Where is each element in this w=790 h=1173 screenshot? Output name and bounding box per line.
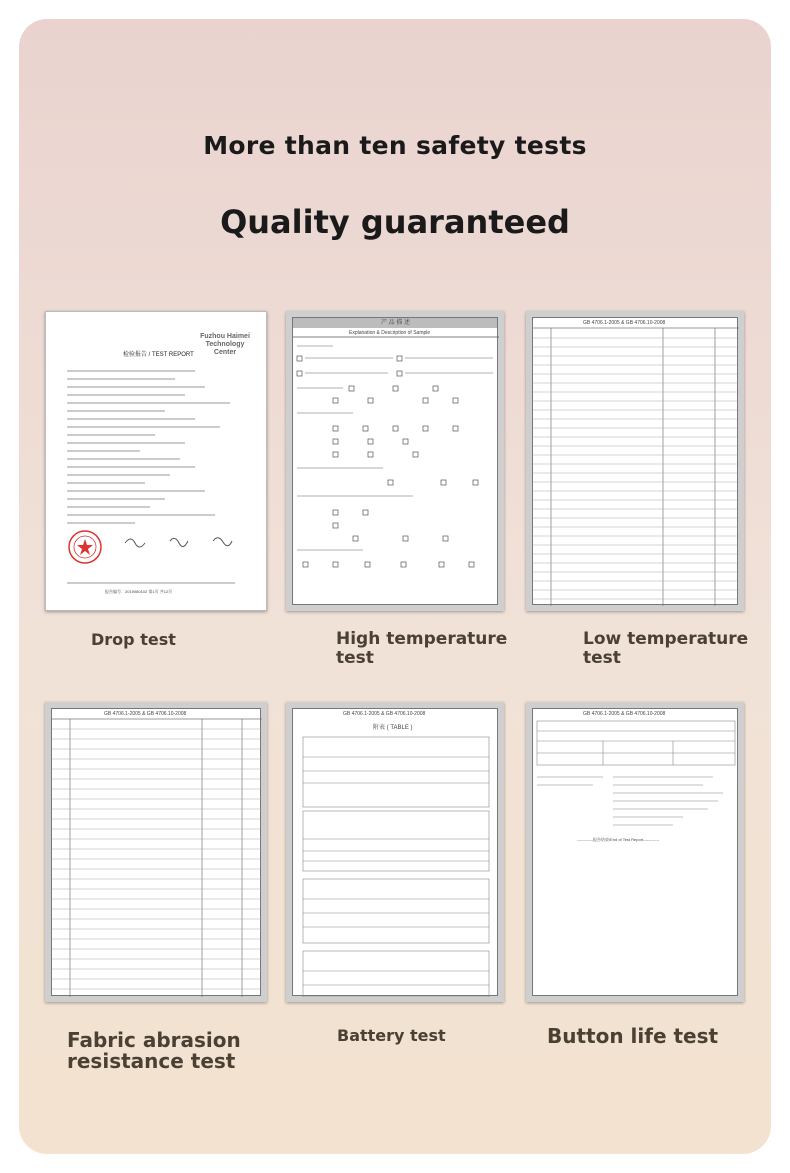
product-description-subtitle: Explanation & Description of Sample xyxy=(349,330,431,336)
gb-standard-title-4: GB 4706.1-2005 & GB 4706.10-2008 xyxy=(583,711,666,717)
label-low-temperature-test: Low temperature test xyxy=(583,629,749,668)
gb-standard-title-3: GB 4706.1-2005 & GB 4706.10-2008 xyxy=(343,711,426,717)
report-body-lines xyxy=(45,311,267,611)
report-footer: 报告编号：2019080102 第1页 共12页 xyxy=(105,589,173,594)
gb-standard-table-image-2 xyxy=(45,702,267,1002)
gb-table-grid-2 xyxy=(52,709,262,997)
label-battery-test: Battery test xyxy=(337,1026,446,1045)
headline-quality-guaranteed: Quality guaranteed xyxy=(220,203,570,241)
gb-standard-title-1: GB 4706.1-2005 & GB 4706.10-2008 xyxy=(583,320,666,326)
product-description-title: 产 品 描 述 xyxy=(381,320,411,326)
gb-standard-title-2: GB 4706.1-2005 & GB 4706.10-2008 xyxy=(104,711,187,717)
battery-test-table-image xyxy=(286,702,504,1002)
gb-standard-table-image-1 xyxy=(526,311,744,611)
product-description-form xyxy=(293,318,499,606)
report-title: 检验报告 / TEST REPORT xyxy=(123,352,194,358)
appendix-table-title: 附表 ( TABLE ) xyxy=(373,725,413,731)
headline-safety-tests: More than ten safety tests xyxy=(203,131,587,160)
button-table-grid xyxy=(533,709,739,997)
button-life-test-image xyxy=(526,702,744,1002)
battery-table-grid xyxy=(293,709,499,997)
gb-table-grid-1 xyxy=(533,318,739,606)
test-report-cover-image xyxy=(45,311,267,611)
end-of-report-text: ------------报告结束/End of Test Report------------ xyxy=(577,837,660,842)
label-fabric-abrasion-test: Fabric abrasion resistance test xyxy=(67,1028,241,1073)
label-high-temperature-test: High temperature test xyxy=(336,629,508,668)
label-button-life-test: Button life test xyxy=(547,1024,719,1048)
product-description-image xyxy=(286,311,504,611)
label-drop-test: Drop test xyxy=(91,630,176,649)
report-company-name: Fuzhou Haimei Technology Center xyxy=(200,333,250,356)
